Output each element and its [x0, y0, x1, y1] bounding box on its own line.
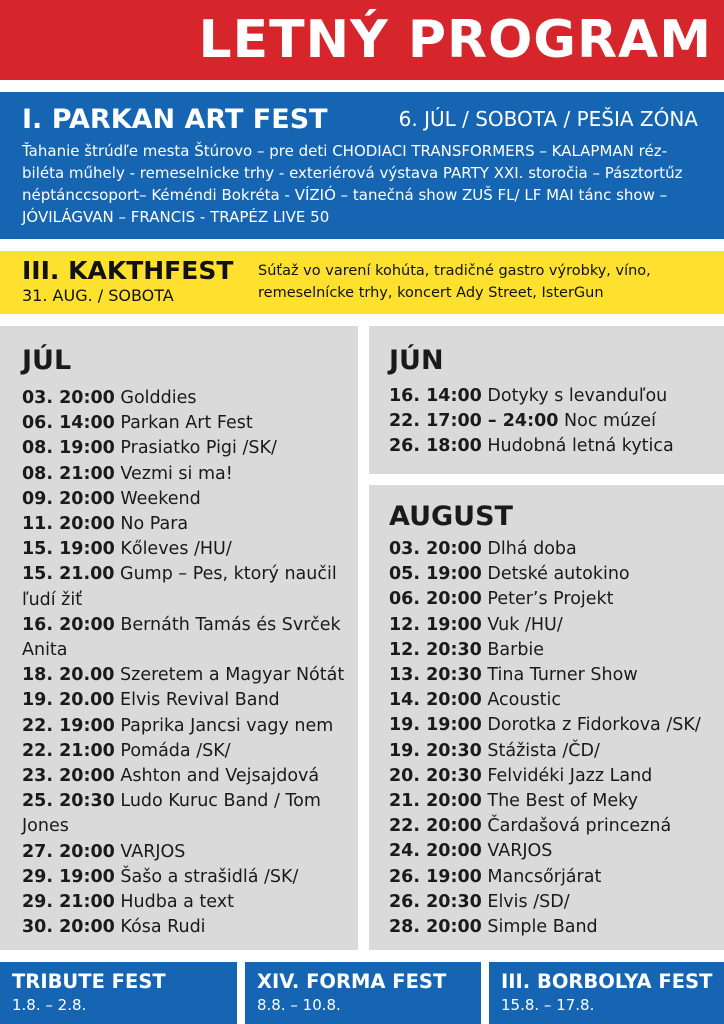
event-name: Noc múzeí [564, 411, 656, 432]
event-name: Elvis /SD/ [487, 891, 570, 912]
event-name: Mancsőrjárat [487, 866, 602, 887]
event-item [22, 487, 348, 512]
event-name: Pomáda /SK/ [120, 740, 231, 761]
event-item [22, 739, 348, 764]
event-item [389, 789, 714, 814]
event-datetime: 29. 21:00 [22, 892, 115, 913]
july-event-list [22, 386, 348, 940]
event-datetime: 08. 19:00 [22, 438, 115, 459]
event-name: VARJOS [487, 841, 553, 862]
august-event-list [389, 537, 714, 940]
event-datetime: 12. 20:30 [389, 639, 482, 660]
event-datetime: 26. 18:00 [389, 436, 482, 457]
event-name: Szeretem a Magyar Nótát [120, 665, 345, 686]
event-name: Felvidéki Jazz Land [487, 765, 653, 786]
event-item [22, 562, 348, 612]
event-item [389, 434, 714, 459]
event-datetime: 30. 20:00 [22, 917, 115, 938]
event-item [22, 462, 348, 487]
event-item [389, 562, 714, 587]
parkan-art-fest-description: Ťahanie štrúdľe mesta Štúrovo – pre deti CHODIACI TRANSFORMERS – KALAPMAN réz-biléta műhely - remeselnicke trhy - exteriérová výstava PARTY XXI. storočia – Pásztortűz néptánccsoport– Kéméndi Bokréta - VÍZIÓ – tanečná show ZUŠ FL/ LF MAI tánc show – JÓVILÁGVAN – FRANCIS - TRAPÉZ LIVE 50 [22, 142, 683, 226]
event-item [22, 915, 348, 940]
event-name: Kósa Rudi [120, 917, 206, 938]
event-item [389, 915, 714, 940]
event-item [22, 386, 348, 411]
event-datetime: 18. 20.00 [22, 665, 115, 686]
event-item [389, 839, 714, 864]
event-datetime: 11. 20:00 [22, 514, 115, 535]
event-item [389, 739, 714, 764]
kakthfest-date: 31. AUG. / SOBOTA [22, 286, 174, 305]
event-item [22, 840, 348, 865]
kakthfest-description: Súťaž vo varení kohúta, tradičné gastro výrobky, víno, remeselnícke trhy, koncert Ady Street, IsterGun [258, 263, 651, 301]
event-datetime: 26. 19:00 [389, 866, 482, 887]
event-datetime: 15. 21.00 [22, 564, 115, 585]
event-name: Čardašová princezná [487, 816, 672, 837]
event-datetime: 19. 20:30 [389, 740, 482, 761]
event-datetime: 28. 20:00 [389, 917, 482, 938]
parkan-art-fest-box [0, 92, 724, 239]
event-datetime: 06. 20:00 [389, 589, 482, 610]
tribute-fest-date: 1.8. – 2.8. [12, 996, 87, 1014]
event-name: Ashton and Vejsajdová [120, 766, 320, 787]
event-datetime: 19. 19:00 [389, 715, 482, 736]
tribute-fest-title: TRIBUTE FEST [12, 970, 166, 993]
event-datetime: 05. 19:00 [389, 564, 482, 585]
event-name: The Best of Meky [487, 791, 638, 812]
event-item [389, 713, 714, 738]
event-datetime: 22. 19:00 [22, 715, 115, 736]
event-datetime: 27. 20:00 [22, 841, 115, 862]
event-item [22, 512, 348, 537]
event-item [22, 537, 348, 562]
event-name: Dotyky s levanduľou [487, 386, 668, 406]
borbolya-fest-date: 15.8. – 17.8. [501, 996, 595, 1014]
event-datetime: 13. 20:30 [389, 665, 482, 686]
event-item [389, 613, 714, 638]
event-item [389, 890, 714, 915]
event-name: Tina Turner Show [487, 665, 638, 686]
month-heading-jul: JÚL [22, 345, 72, 376]
parkan-art-fest-date: 6. JÚL / SOBOTA / PEŠIA ZÓNA [398, 107, 698, 131]
event-datetime: 14. 20:00 [389, 690, 482, 711]
event-item [389, 587, 714, 612]
event-datetime: 03. 20:00 [389, 539, 482, 559]
header-banner [0, 0, 724, 80]
event-name: Golddies [120, 388, 197, 408]
event-item [22, 865, 348, 890]
event-name: Prasiatko Pigi /SK/ [120, 438, 277, 459]
event-item [389, 688, 714, 713]
event-datetime: 16. 14:00 [389, 386, 482, 406]
event-datetime: 20. 20:30 [389, 765, 482, 786]
june-schedule-panel [369, 326, 724, 474]
event-item [22, 663, 348, 688]
event-item [389, 638, 714, 663]
event-item [22, 764, 348, 789]
event-datetime: 26. 20:30 [389, 891, 482, 912]
event-item [389, 814, 714, 839]
event-name: Barbie [487, 639, 545, 660]
event-name: Dorotka z Fidorkova /SK/ [487, 715, 701, 736]
event-item [389, 409, 714, 434]
event-name: Ludo Kuruc Band / Tom Jones [22, 791, 321, 837]
event-datetime: 09. 20:00 [22, 488, 115, 509]
event-item [22, 714, 348, 739]
event-name: Bernáth Tamás és Svrček Anita [22, 614, 341, 661]
event-datetime: 23. 20:00 [22, 766, 115, 787]
event-datetime: 29. 19:00 [22, 866, 115, 887]
borbolya-fest-title: III. BORBOLYA FEST [501, 970, 713, 993]
june-event-list [389, 384, 714, 460]
event-datetime: 15. 19:00 [22, 539, 115, 560]
event-name: Hudobná letná kytica [487, 436, 674, 457]
event-name: Simple Band [487, 917, 598, 938]
parkan-art-fest-title: I. PARKAN ART FEST [22, 104, 328, 135]
event-datetime: 06. 14:00 [22, 413, 115, 434]
event-item [22, 411, 348, 436]
forma-fest-box [245, 962, 481, 1024]
event-name: Detské autokino [487, 564, 630, 585]
forma-fest-title: XIV. FORMA FEST [257, 970, 447, 993]
event-name: No Para [120, 514, 189, 535]
page-title: LETNÝ PROGRAM [198, 10, 712, 70]
forma-fest-date: 8.8. – 10.8. [257, 996, 341, 1014]
event-datetime: 03. 20:00 [22, 388, 115, 408]
month-heading-jun: JÚN [389, 345, 444, 376]
event-name: Acoustic [487, 690, 561, 711]
event-name: Peter’s Projekt [487, 589, 614, 610]
event-datetime: 12. 19:00 [389, 614, 482, 635]
event-name: Paprika Jancsi vagy nem [120, 715, 334, 736]
event-item [22, 613, 348, 663]
event-datetime: 25. 20:30 [22, 791, 115, 812]
event-datetime: 22. 17:00 – 24:00 [389, 411, 559, 432]
event-datetime: 24. 20:00 [389, 841, 482, 862]
event-name: Weekend [120, 488, 201, 509]
july-schedule-panel [0, 326, 358, 950]
event-name: Gump – Pes, ktorý naučil ľudí žiť [22, 564, 337, 610]
event-item [22, 789, 348, 839]
event-name: Vezmi si ma! [120, 463, 233, 484]
event-name: Šašo a strašidlá /SK/ [120, 866, 299, 887]
event-name: Elvis Revival Band [120, 690, 280, 711]
tribute-fest-box [0, 962, 237, 1024]
event-item [389, 764, 714, 789]
kakthfest-title: III. KAKTHFEST [22, 256, 234, 285]
event-item [22, 436, 348, 461]
event-datetime: 19. 20.00 [22, 690, 115, 711]
event-item [389, 537, 714, 562]
event-datetime: 08. 21:00 [22, 463, 115, 484]
kakthfest-box [0, 251, 724, 314]
event-name: Vuk /HU/ [487, 614, 563, 635]
event-datetime: 22. 20:00 [389, 816, 482, 837]
event-item [22, 890, 348, 915]
event-datetime: 16. 20:00 [22, 614, 115, 635]
event-item [389, 663, 714, 688]
august-schedule-panel [369, 485, 724, 950]
event-datetime: 22. 21:00 [22, 740, 115, 761]
event-name: Parkan Art Fest [120, 413, 253, 434]
event-datetime: 21. 20:00 [389, 791, 482, 812]
event-name: Kőleves /HU/ [120, 539, 232, 560]
month-heading-august: AUGUST [389, 501, 513, 532]
event-item [22, 688, 348, 713]
borbolya-fest-box [489, 962, 724, 1024]
event-item [389, 384, 714, 409]
event-name: VARJOS [120, 841, 186, 862]
event-name: Dlhá doba [487, 539, 577, 559]
event-item [389, 865, 714, 890]
event-name: Hudba a text [120, 892, 234, 913]
event-name: Stážista /ČD/ [487, 740, 600, 761]
